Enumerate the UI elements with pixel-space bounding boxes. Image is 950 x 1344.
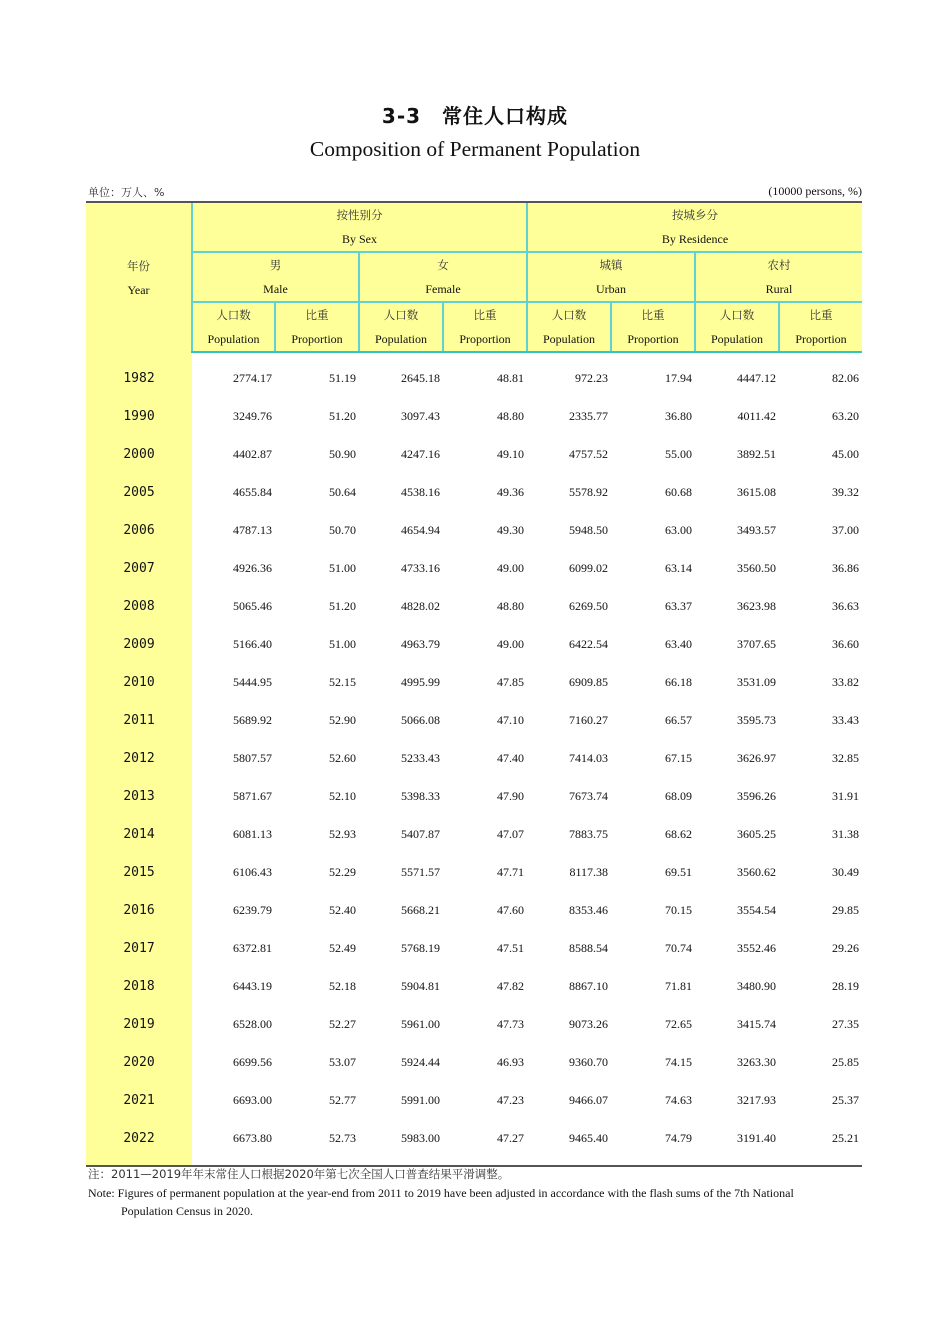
cell-rural-proportion: 27.35 xyxy=(832,1017,860,1032)
table-row xyxy=(86,549,862,587)
cell-year: 2016 xyxy=(86,892,192,930)
cell-female-proportion: 47.07 xyxy=(497,827,524,842)
cell-urban-population: 9073.26 xyxy=(569,1017,608,1032)
cell-urban-proportion: 74.79 xyxy=(665,1131,692,1146)
cell-urban-proportion: 69.51 xyxy=(665,865,692,880)
cell-female-population: 4963.79 xyxy=(401,636,440,651)
header-by-sex: 按性别分 By Sex xyxy=(192,202,527,252)
cell-male-population: 6106.43 xyxy=(233,865,272,880)
cell-rural-proportion: 37.00 xyxy=(832,522,860,537)
cell-urban-population: 9465.40 xyxy=(569,1131,608,1146)
cell-year: 2015 xyxy=(86,854,192,892)
cell-female-population: 5233.43 xyxy=(401,750,440,765)
cell-male-population: 5807.57 xyxy=(233,750,272,765)
cell-male-proportion: 50.90 xyxy=(329,446,356,461)
cell-rural-population: 3892.51 xyxy=(737,446,776,461)
cell-urban-proportion: 72.65 xyxy=(665,1017,692,1032)
cell-male-proportion: 52.60 xyxy=(329,750,356,765)
cell-rural-proportion: 36.86 xyxy=(832,560,860,575)
cell-male-population: 5065.46 xyxy=(233,598,272,613)
cell-female-proportion: 49.00 xyxy=(497,636,524,651)
cell-rural-population: 3623.98 xyxy=(737,598,776,613)
cell-male-proportion: 52.90 xyxy=(329,712,356,727)
cell-urban-population: 972.23 xyxy=(575,370,608,385)
cell-rural-population: 3531.09 xyxy=(737,674,776,689)
cell-urban-population: 2335.77 xyxy=(569,408,608,423)
cell-rural-proportion: 33.43 xyxy=(832,712,860,727)
table-row xyxy=(86,359,862,397)
cell-urban-proportion: 36.80 xyxy=(665,408,692,423)
table-row xyxy=(86,1006,862,1044)
spacer-cell xyxy=(359,352,443,359)
cell-rural-proportion: 25.37 xyxy=(832,1093,860,1108)
cell-rural-population: 3191.40 xyxy=(737,1131,776,1146)
cell-female-population: 2645.18 xyxy=(401,370,440,385)
cell-rural-proportion: 82.06 xyxy=(832,370,860,385)
cell-rural-population: 3493.57 xyxy=(737,522,776,537)
cell-urban-population: 6909.85 xyxy=(569,674,608,689)
cell-male-population: 3249.76 xyxy=(233,408,272,423)
header-female-proportion: 比重 Proportion xyxy=(443,302,527,352)
cell-female-proportion: 47.82 xyxy=(497,979,524,994)
header-by-residence: 按城乡分 By Residence xyxy=(527,202,862,252)
table-row xyxy=(86,397,862,435)
cell-female-population: 4995.99 xyxy=(401,674,440,689)
cell-female-population: 4538.16 xyxy=(401,484,440,499)
cell-year: 2006 xyxy=(86,511,192,549)
cell-male-population: 4787.13 xyxy=(233,522,272,537)
cell-urban-proportion: 68.62 xyxy=(665,827,692,842)
cell-male-proportion: 51.00 xyxy=(329,560,356,575)
cell-female-population: 5768.19 xyxy=(401,941,440,956)
header-rural-proportion: 比重 Proportion xyxy=(779,302,862,352)
cell-female-population: 5991.00 xyxy=(401,1093,440,1108)
cell-female-proportion: 47.10 xyxy=(497,712,524,727)
footnote-english xyxy=(88,1184,858,1220)
cell-rural-population: 3552.46 xyxy=(737,941,776,956)
cell-year: 2022 xyxy=(86,1120,192,1158)
cell-rural-population: 3596.26 xyxy=(737,789,776,804)
cell-female-proportion: 47.73 xyxy=(497,1017,524,1032)
spacer-cell xyxy=(779,352,862,359)
cell-male-proportion: 52.49 xyxy=(329,941,356,956)
cell-male-population: 6239.79 xyxy=(233,903,272,918)
cell-rural-population: 3595.73 xyxy=(737,712,776,727)
cell-female-proportion: 47.71 xyxy=(497,865,524,880)
cell-male-proportion: 51.20 xyxy=(329,408,356,423)
cell-urban-proportion: 70.15 xyxy=(665,903,692,918)
cell-male-population: 5166.40 xyxy=(233,636,272,651)
cell-male-proportion: 52.73 xyxy=(329,1131,356,1146)
cell-urban-proportion: 60.68 xyxy=(665,484,692,499)
cell-male-proportion: 51.19 xyxy=(329,370,356,385)
cell-male-population: 6528.00 xyxy=(233,1017,272,1032)
header-urban: 城镇 Urban xyxy=(527,252,695,302)
cell-female-population: 5904.81 xyxy=(401,979,440,994)
cell-rural-proportion: 28.19 xyxy=(832,979,860,994)
spacer-row xyxy=(86,352,862,359)
cell-year: 2017 xyxy=(86,930,192,968)
cell-rural-population: 4011.42 xyxy=(737,408,776,423)
cell-male-population: 6081.13 xyxy=(233,827,272,842)
cell-male-proportion: 52.10 xyxy=(329,789,356,804)
cell-rural-proportion: 32.85 xyxy=(832,750,860,765)
cell-urban-population: 6269.50 xyxy=(569,598,608,613)
table-title-english: Composition of Permanent Population xyxy=(309,137,641,161)
spacer-cell xyxy=(275,352,359,359)
spacer-cell xyxy=(275,1158,359,1166)
cell-male-proportion: 52.40 xyxy=(329,903,356,918)
cell-female-proportion: 47.85 xyxy=(497,674,524,689)
table-row xyxy=(86,854,862,892)
cell-urban-population: 5948.50 xyxy=(569,522,608,537)
cell-female-population: 3097.43 xyxy=(401,408,440,423)
cell-female-population: 5961.00 xyxy=(401,1017,440,1032)
cell-female-proportion: 48.81 xyxy=(497,370,524,385)
cell-urban-proportion: 63.00 xyxy=(665,522,692,537)
unit-label-chinese: 单位：万人、% xyxy=(88,186,165,199)
spacer-cell xyxy=(192,352,275,359)
table-row xyxy=(86,1120,862,1158)
table-row xyxy=(86,778,862,816)
cell-urban-population: 7414.03 xyxy=(569,750,608,765)
cell-female-proportion: 49.00 xyxy=(497,560,524,575)
header-urban-proportion: 比重 Proportion xyxy=(611,302,695,352)
spacer-cell xyxy=(192,1158,275,1166)
table-row xyxy=(86,1044,862,1082)
cell-rural-proportion: 29.85 xyxy=(832,903,860,918)
cell-year: 2012 xyxy=(86,739,192,777)
cell-male-population: 4402.87 xyxy=(233,446,272,461)
cell-urban-proportion: 17.94 xyxy=(665,370,692,385)
cell-rural-proportion: 31.38 xyxy=(832,827,860,842)
header-urban-population: 人口数 Population xyxy=(527,302,611,352)
cell-year: 2013 xyxy=(86,778,192,816)
cell-urban-proportion: 55.00 xyxy=(665,446,692,461)
header-male: 男 Male xyxy=(192,252,359,302)
cell-female-population: 5398.33 xyxy=(401,789,440,804)
table-row xyxy=(86,435,862,473)
spacer-cell xyxy=(443,1158,527,1166)
cell-female-population: 5983.00 xyxy=(401,1131,440,1146)
header-male-proportion: 比重 Proportion xyxy=(275,302,359,352)
cell-rural-proportion: 33.82 xyxy=(832,674,860,689)
cell-rural-population: 3554.54 xyxy=(737,903,776,918)
cell-rural-proportion: 31.91 xyxy=(832,789,860,804)
cell-year: 2005 xyxy=(86,473,192,511)
cell-male-population: 6443.19 xyxy=(233,979,272,994)
spacer-cell xyxy=(443,352,527,359)
cell-rural-population: 3605.25 xyxy=(737,827,776,842)
cell-female-proportion: 47.60 xyxy=(497,903,524,918)
cell-male-population: 2774.17 xyxy=(233,370,272,385)
header-rural-population: 人口数 Population xyxy=(695,302,779,352)
header-male-population: 人口数 Population xyxy=(192,302,275,352)
table-row xyxy=(86,1082,862,1120)
cell-year: 2008 xyxy=(86,587,192,625)
cell-male-population: 4926.36 xyxy=(233,560,272,575)
cell-urban-proportion: 74.15 xyxy=(665,1055,692,1070)
spacer-cell xyxy=(359,1158,443,1166)
cell-rural-population: 3615.08 xyxy=(737,484,776,499)
cell-urban-population: 7160.27 xyxy=(569,712,608,727)
cell-year: 2020 xyxy=(86,1044,192,1082)
spacer-cell xyxy=(86,352,192,359)
cell-rural-population: 4447.12 xyxy=(737,370,776,385)
table-row xyxy=(86,968,862,1006)
cell-male-population: 5689.92 xyxy=(233,712,272,727)
cell-male-proportion: 53.07 xyxy=(329,1055,356,1070)
cell-female-population: 5407.87 xyxy=(401,827,440,842)
cell-rural-proportion: 39.32 xyxy=(832,484,860,499)
cell-urban-population: 9466.07 xyxy=(569,1093,608,1108)
cell-rural-population: 3560.50 xyxy=(737,560,776,575)
cell-urban-proportion: 66.57 xyxy=(665,712,692,727)
cell-urban-proportion: 71.81 xyxy=(665,979,692,994)
table-row xyxy=(86,511,862,549)
table-row xyxy=(86,930,862,968)
spacer-cell xyxy=(527,352,611,359)
cell-rural-proportion: 30.49 xyxy=(832,865,860,880)
cell-urban-proportion: 70.74 xyxy=(665,941,692,956)
cell-female-population: 5571.57 xyxy=(401,865,440,880)
cell-male-proportion: 50.64 xyxy=(329,484,356,499)
cell-rural-proportion: 29.26 xyxy=(832,941,860,956)
cell-female-proportion: 47.51 xyxy=(497,941,524,956)
unit-label-english: (10000 persons, %) xyxy=(768,184,862,198)
cell-rural-population: 3707.65 xyxy=(737,636,776,651)
cell-female-population: 4654.94 xyxy=(401,522,440,537)
cell-urban-population: 7883.75 xyxy=(569,827,608,842)
cell-urban-population: 6422.54 xyxy=(569,636,608,651)
cell-male-proportion: 52.93 xyxy=(329,827,356,842)
cell-female-proportion: 46.93 xyxy=(497,1055,524,1070)
cell-urban-population: 6099.02 xyxy=(569,560,608,575)
cell-year: 1990 xyxy=(86,397,192,435)
cell-rural-population: 3415.74 xyxy=(737,1017,776,1032)
spacer-cell xyxy=(86,1158,192,1166)
cell-female-proportion: 47.40 xyxy=(497,750,524,765)
cell-male-proportion: 50.70 xyxy=(329,522,356,537)
footnote-english-line2: Population Census in 2020. xyxy=(121,1204,254,1218)
cell-female-population: 4733.16 xyxy=(401,560,440,575)
cell-male-population: 4655.84 xyxy=(233,484,272,499)
cell-urban-proportion: 63.14 xyxy=(665,560,692,575)
cell-year: 2011 xyxy=(86,701,192,739)
cell-urban-population: 7673.74 xyxy=(569,789,608,804)
cell-female-proportion: 47.27 xyxy=(497,1131,524,1146)
cell-male-population: 6693.00 xyxy=(233,1093,272,1108)
table-row xyxy=(86,816,862,854)
cell-female-proportion: 47.90 xyxy=(497,789,524,804)
table-title-chinese: 3-3 常住人口构成 xyxy=(381,104,569,128)
cell-female-population: 5668.21 xyxy=(401,903,440,918)
cell-male-population: 5871.67 xyxy=(233,789,272,804)
cell-male-population: 6673.80 xyxy=(233,1131,272,1146)
spacer-cell xyxy=(695,352,779,359)
header-female: 女 Female xyxy=(359,252,527,302)
cell-male-proportion: 52.18 xyxy=(329,979,356,994)
cell-female-proportion: 49.10 xyxy=(497,446,524,461)
cell-urban-population: 8117.38 xyxy=(569,865,608,880)
header-year: 年份 Year xyxy=(86,202,192,352)
cell-female-proportion: 48.80 xyxy=(497,408,524,423)
spacer-cell xyxy=(611,1158,695,1166)
cell-female-proportion: 49.36 xyxy=(497,484,524,499)
table-row xyxy=(86,587,862,625)
table-row xyxy=(86,892,862,930)
cell-urban-population: 9360.70 xyxy=(569,1055,608,1070)
table-row xyxy=(86,701,862,739)
cell-male-population: 6372.81 xyxy=(233,941,272,956)
cell-rural-population: 3480.90 xyxy=(737,979,776,994)
cell-rural-proportion: 36.60 xyxy=(832,636,860,651)
cell-male-proportion: 52.15 xyxy=(329,674,356,689)
cell-female-proportion: 47.23 xyxy=(497,1093,524,1108)
cell-year: 2007 xyxy=(86,549,192,587)
cell-rural-proportion: 45.00 xyxy=(832,446,860,461)
cell-male-proportion: 52.77 xyxy=(329,1093,356,1108)
header-female-population: 人口数 Population xyxy=(359,302,443,352)
cell-year: 2014 xyxy=(86,816,192,854)
cell-urban-population: 8867.10 xyxy=(569,979,608,994)
cell-year: 2021 xyxy=(86,1082,192,1120)
spacer-cell xyxy=(611,352,695,359)
cell-rural-population: 3560.62 xyxy=(737,865,776,880)
cell-year: 2019 xyxy=(86,1006,192,1044)
cell-year: 2010 xyxy=(86,663,192,701)
cell-male-proportion: 52.29 xyxy=(329,865,356,880)
spacer-row xyxy=(86,1158,862,1166)
table-row xyxy=(86,625,862,663)
cell-male-proportion: 52.27 xyxy=(329,1017,356,1032)
cell-rural-proportion: 25.21 xyxy=(832,1131,860,1146)
footnote-chinese: 注：2011—2019年年末常住人口根据2020年第七次全国人口普查结果平滑调整。 xyxy=(88,1167,510,1181)
cell-urban-proportion: 63.40 xyxy=(665,636,692,651)
table-row xyxy=(86,663,862,701)
spacer-cell xyxy=(779,1158,862,1166)
cell-female-population: 5066.08 xyxy=(401,712,440,727)
population-composition-table xyxy=(86,201,862,1167)
cell-year: 2018 xyxy=(86,968,192,1006)
cell-male-population: 6699.56 xyxy=(233,1055,272,1070)
header-rural: 农村 Rural xyxy=(695,252,862,302)
cell-male-population: 5444.95 xyxy=(233,674,272,689)
cell-urban-population: 8353.46 xyxy=(569,903,608,918)
cell-female-population: 4828.02 xyxy=(401,598,440,613)
table-row xyxy=(86,473,862,511)
cell-rural-population: 3263.30 xyxy=(737,1055,776,1070)
cell-rural-proportion: 25.85 xyxy=(832,1055,860,1070)
cell-rural-population: 3217.93 xyxy=(737,1093,776,1108)
cell-male-proportion: 51.20 xyxy=(329,598,356,613)
cell-urban-population: 4757.52 xyxy=(569,446,608,461)
cell-rural-proportion: 36.63 xyxy=(832,598,860,613)
cell-female-proportion: 48.80 xyxy=(497,598,524,613)
cell-rural-population: 3626.97 xyxy=(737,750,776,765)
cell-urban-proportion: 68.09 xyxy=(665,789,692,804)
footnote-english-line1: Note: Figures of permanent population at the year-end from 2011 to 2019 have been adjusted in accordance with the flash sums of the 7th National xyxy=(88,1186,794,1200)
cell-urban-proportion: 74.63 xyxy=(665,1093,692,1108)
spacer-cell xyxy=(695,1158,779,1166)
cell-rural-proportion: 63.20 xyxy=(832,408,860,423)
cell-urban-population: 5578.92 xyxy=(569,484,608,499)
cell-year: 2000 xyxy=(86,435,192,473)
cell-female-population: 4247.16 xyxy=(401,446,440,461)
cell-year: 2009 xyxy=(86,625,192,663)
cell-year: 1982 xyxy=(86,359,192,397)
cell-urban-proportion: 66.18 xyxy=(665,674,692,689)
spacer-cell xyxy=(527,1158,611,1166)
cell-male-proportion: 51.00 xyxy=(329,636,356,651)
cell-urban-population: 8588.54 xyxy=(569,941,608,956)
cell-urban-proportion: 63.37 xyxy=(665,598,692,613)
cell-female-proportion: 49.30 xyxy=(497,522,524,537)
cell-urban-proportion: 67.15 xyxy=(665,750,692,765)
cell-female-population: 5924.44 xyxy=(401,1055,440,1070)
table-row xyxy=(86,739,862,777)
